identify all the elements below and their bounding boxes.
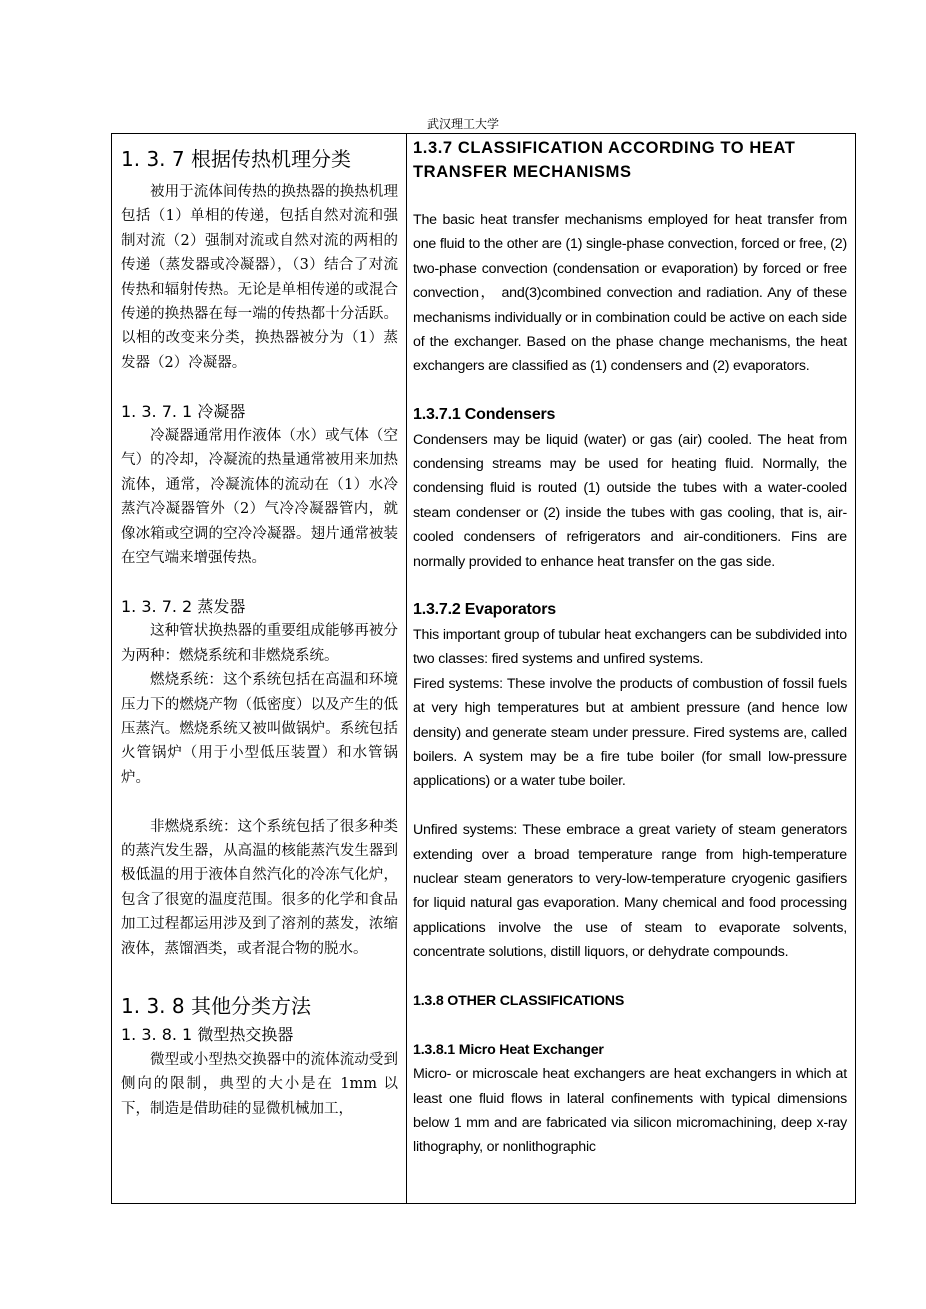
paragraph-1-3-8-1-en: Micro- or microscale heat exchangers are heat exchangers in which at least one fluid flows in lateral confinements with typical dimensions below 1 mm and are fabricated via silicon micromachining, deep x-ray lithography, or nonlithographic xyxy=(413,1066,847,1156)
paragraph-1-3-7-2c-en: Unfired systems: These embrace a great variety of steam generators extending over a broad temperature range from high-temperature nuclear steam generators to very-low-temperature cryogenic gasifiers for liquid natural gas evaporation. Many chemical and food processing applications involve the use of steam to evaporate solvents, concentrate solutions, distill liquors, or dehydrate compounds. xyxy=(413,822,847,961)
paragraph-1-3-7-1-en: Condensers may be liquid (water) or gas (air) cooled. The heat from condensing streams may be used for heating fluid. Normally, the condensing fluid is routed (1) outside the tubes with a water-cooled steam condenser or (2) inside the tubes with gas cooling, that is, air-cooled condensers of refrigerators and air-conditioners. Fins are normally provided to enhance heat transfer on the gas side. xyxy=(413,431,847,570)
heading-1-3-8-1-cn: 1. 3. 8. 1 微型热交换器 xyxy=(121,1025,294,1045)
heading-1-3-8-en: 1.3.8 OTHER CLASSIFICATIONS xyxy=(413,992,625,1009)
paragraph-1-3-8-1-cn: 微型或小型热交换器中的流体流动受到侧向的限制，典型的大小是在 1mm 以下，制造是借助硅的显微机械加工， xyxy=(121,1051,398,1117)
heading-1-3-7-2-en: 1.3.7.2 Evaporators xyxy=(413,601,556,619)
chinese-column xyxy=(112,134,407,1203)
english-column xyxy=(407,134,855,1203)
heading-1-3-7-1-cn: 1. 3. 7. 1 冷凝器 xyxy=(121,401,246,421)
paragraph-1-3-7-en: The basic heat transfer mechanisms employed for heat transfer from one fluid to the other are (1) single-phase convection, forced or free, (2) two-phase convection (condensation or evaporation) by forced or free convection， and(3)combined convection and radiation. Any of these mechanisms individually or in combination could be active on each side of the exchanger. Based on the phase change mechanisms, the heat exchangers are classified as (1) condensers and (2) evaporators. xyxy=(413,212,847,375)
heading-1-3-8-cn: 1. 3. 8 其他分类方法 xyxy=(121,994,311,1019)
heading-1-3-7-1-en: 1.3.7.1 Condensers xyxy=(413,406,556,424)
page-header: 武汉理工大学 xyxy=(426,117,499,131)
paragraph-1-3-7-2b-en: Fired systems: These involve the products of combustion of fossil fuels at very high temperatures but at ambient pressure (and hence low density) and generate steam under pressure. Fired systems are, called boilers. A system may be a fire tube boiler (for small low-pressure applications) or a water tube boiler. xyxy=(413,675,847,790)
paragraph-1-3-7-2a-cn: 这种管状换热器的重要组成能够再被分为两种：燃烧系统和非燃烧系统。 xyxy=(121,623,398,664)
heading-1-3-7-en: 1.3.7 CLASSIFICATION ACCORDING TO HEAT TRANSFER MECHANISMS xyxy=(413,139,796,181)
heading-1-3-8-1-en: 1.3.8.1 Micro Heat Exchanger xyxy=(413,1041,604,1058)
paragraph-1-3-7-cn: 被用于流体间传热的换热器的换热机理包括（1）单相的传递，包括自然对流和强制对流（2）强制对流或自然对流的两相的传递（蒸发器或冷凝器），（3）结合了对流传热和辐射传热。无论是单相传递的或混合传递的换热器在每一端的传热都十分活跃。以相的改变来分类，换热器被分为（1）蒸发器（2）冷凝器。 xyxy=(121,184,398,371)
paragraph-1-3-7-2c-cn: 非燃烧系统：这个系统包括了很多种类的蒸汽发生器，从高温的核能蒸汽发生器到极低温的用于液体自然汽化的冷冻气化炉，包含了很宽的温度范围。很多的化学和食品加工过程都运用涉及到了溶剂的蒸发，浓缩液体，蒸馏酒类，或者混合物的脱水。 xyxy=(121,818,398,957)
heading-1-3-7-2-cn: 1. 3. 7. 2 蒸发器 xyxy=(121,596,246,616)
bilingual-table xyxy=(111,133,856,1204)
paragraph-1-3-7-1-cn: 冷凝器通常用作液体（水）或气体（空气）的冷却，冷凝流的热量通常被用来加热流体，通常，冷凝流体的流动在（1）水冷蒸汽冷凝器管外（2）气冷冷凝器管内，就像冰箱或空调的空冷冷凝器。翅片通常被装在空气端来增强传热。 xyxy=(121,428,398,567)
paragraph-1-3-7-2b-cn: 燃烧系统：这个系统包括在高温和环境压力下的燃烧产物（低密度）以及产生的低压蒸汽。燃烧系统又被叫做锅炉。系统包括火管锅炉（用于小型低压装置）和水管锅炉。 xyxy=(121,672,398,786)
heading-1-3-7-cn: 1. 3. 7 根据传热机理分类 xyxy=(121,147,351,171)
paragraph-1-3-7-2a-en: This important group of tubular heat exchangers can be subdivided into two classes: fired systems and unfired systems. xyxy=(413,626,847,668)
